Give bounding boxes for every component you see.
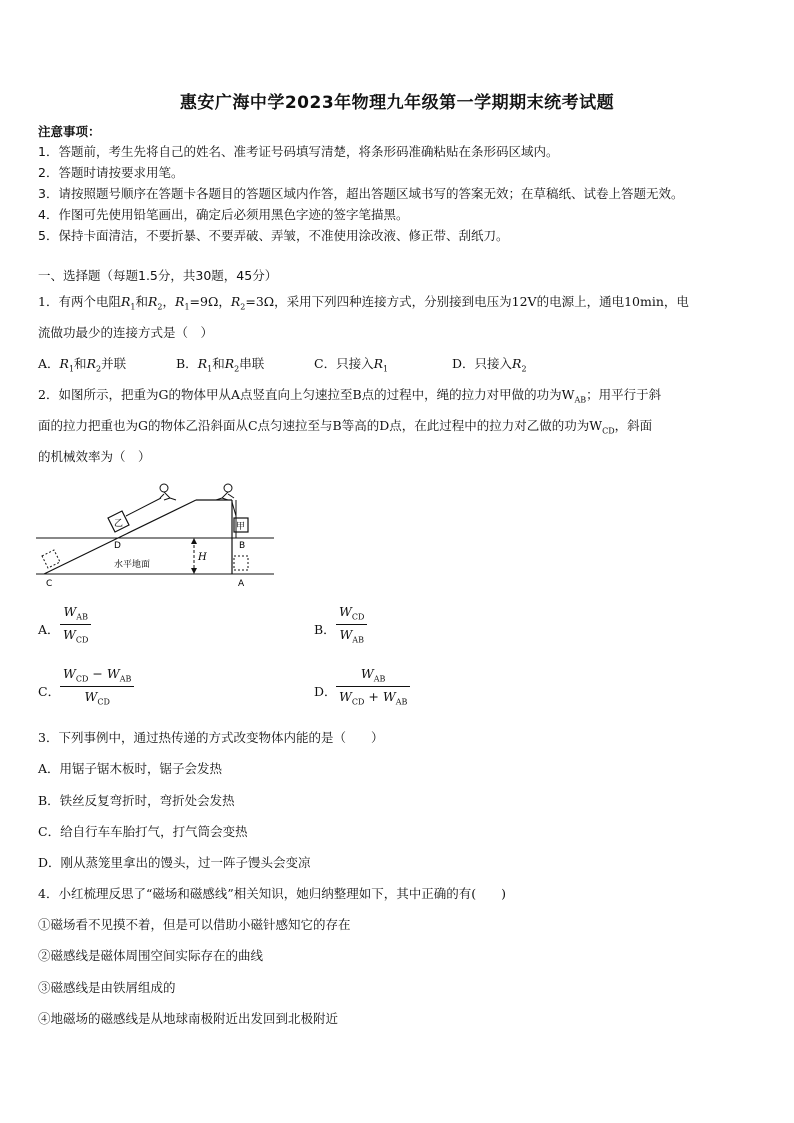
question-4-item: ②磁感线是磁体周围空间实际存在的曲线 bbox=[38, 948, 264, 963]
question-1-stem: 1．有两个电阻$R_1$和$R_2$，$R_1=9\Omega$，$R_2=3\Omega$，采用下列四种连接方式，分别接到电压为12V的电源上，通电10min，电 bbox=[38, 294, 689, 312]
page-title: 惠安广海中学2023年物理九年级第一学期期末统考试题 bbox=[179, 93, 615, 113]
question-2-option-a-fraction[interactable]: $W_{AB}$ $W_{CD}$ bbox=[60, 604, 91, 644]
question-1-option-d[interactable]: D．只接入$R_2$ bbox=[452, 356, 527, 374]
box-dashed-a bbox=[234, 556, 248, 570]
question-2-option-a-label[interactable]: A． bbox=[38, 622, 60, 637]
question-3-option-d[interactable]: D．刚从蒸笼里拿出的馒头，过一阵子馒头会变凉 bbox=[38, 855, 311, 870]
svg-text:甲: 甲 bbox=[236, 522, 246, 532]
notice-heading: 注意事项： bbox=[38, 124, 101, 139]
box-dashed-c bbox=[42, 550, 60, 568]
notice-item: 3．请按照题号顺序在答题卡各题目的答题区域内作答，超出答题区域书写的答案无效；在草稿纸、试卷上答题无效。 bbox=[38, 186, 684, 201]
box-yi bbox=[108, 511, 129, 532]
question-1-stem-cont: 流做功最少的连接方式是（ ） bbox=[38, 325, 214, 340]
question-3-option-c[interactable]: C．给自行车车胎打气，打气筒会变热 bbox=[38, 824, 248, 839]
question-2-option-c-fraction[interactable]: $W_{CD} - W_{AB}$ $W_{CD}$ bbox=[60, 666, 134, 706]
section-heading: 一、选择题（每题1.5分，共30题，45分） bbox=[38, 268, 278, 283]
notice-item: 1．答题前，考生先将自己的姓名、准考证号码填写清楚，将条形码准确粘贴在条形码区域内。 bbox=[38, 144, 559, 159]
question-4-item: ①磁场看不见摸不着，但是可以借助小磁针感知它的存在 bbox=[38, 917, 351, 932]
question-2-option-b-label[interactable]: B． bbox=[314, 622, 336, 637]
question-1-option-a[interactable]: A．$R_1$和$R_2$并联 bbox=[38, 356, 127, 374]
question-4-item: ③磁感线是由铁屑组成的 bbox=[38, 980, 176, 995]
question-2-stem-cont: 面的拉力把重也为G的物体乙沿斜面从C点匀速拉至与B等高的D点，在此过程中的拉力对乙做的功为$W_{CD}$，斜面 bbox=[38, 418, 653, 436]
question-2-stem: 2．如图所示，把重为G的物体甲从A点竖直向上匀速拉至B点的过程中，绳的拉力对甲做的功为$W_{AB}$；用平行于斜 bbox=[38, 387, 662, 405]
question-3-option-b[interactable]: B．铁丝反复弯折时，弯折处会发热 bbox=[38, 793, 235, 808]
question-4-item: ④地磁场的磁感线是从地球南极附近出发回到北极附近 bbox=[38, 1011, 339, 1026]
question-1-option-b[interactable]: B．$R_1$和$R_2$串联 bbox=[176, 356, 265, 374]
question-3-stem: 3．下列事例中，通过热传递的方式改变物体内能的是（ ） bbox=[38, 730, 384, 745]
label-d: D bbox=[114, 541, 121, 551]
question-1-option-c[interactable]: C．只接入$R_1$ bbox=[314, 356, 389, 374]
question-2-option-b-fraction[interactable]: $W_{CD}$ $W_{AB}$ bbox=[336, 604, 367, 644]
notice-item: 2．答题时请按要求用笔。 bbox=[38, 165, 184, 180]
question-2-option-c-label[interactable]: C． bbox=[38, 684, 61, 699]
label-c: C bbox=[46, 579, 53, 588]
question-2-option-d-fraction[interactable]: $W_{AB}$ $W_{CD} + W_{AB}$ bbox=[336, 666, 410, 706]
incline-diagram bbox=[36, 478, 276, 588]
question-3-option-a[interactable]: A．用锯子锯木板时，锯子会发热 bbox=[38, 761, 223, 776]
notice-item: 4．作图可先使用铅笔画出，确定后必须用黑色字迹的签字笔描黑。 bbox=[38, 207, 409, 222]
label-a: A bbox=[238, 579, 245, 588]
svg-text:乙: 乙 bbox=[114, 519, 124, 529]
question-2-option-d-label[interactable]: D． bbox=[314, 684, 337, 699]
label-b: B bbox=[239, 541, 246, 551]
question-4-stem: 4．小红梳理反思了“磁场和磁感线”相关知识，她归纳整理如下，其中正确的有( ) bbox=[38, 886, 506, 901]
notice-item: 5．保持卡面清洁，不要折暴、不要弄破、弄皱，不准使用涂改液、修正带、刮纸刀。 bbox=[38, 228, 509, 243]
label-ground: 水平地面 bbox=[114, 560, 151, 570]
person-pulling-incline bbox=[160, 484, 176, 500]
label-h: H bbox=[198, 552, 207, 563]
person-pulling-vertical bbox=[216, 484, 234, 500]
question-2-stem-end: 的机械效率为（ ） bbox=[38, 449, 151, 464]
